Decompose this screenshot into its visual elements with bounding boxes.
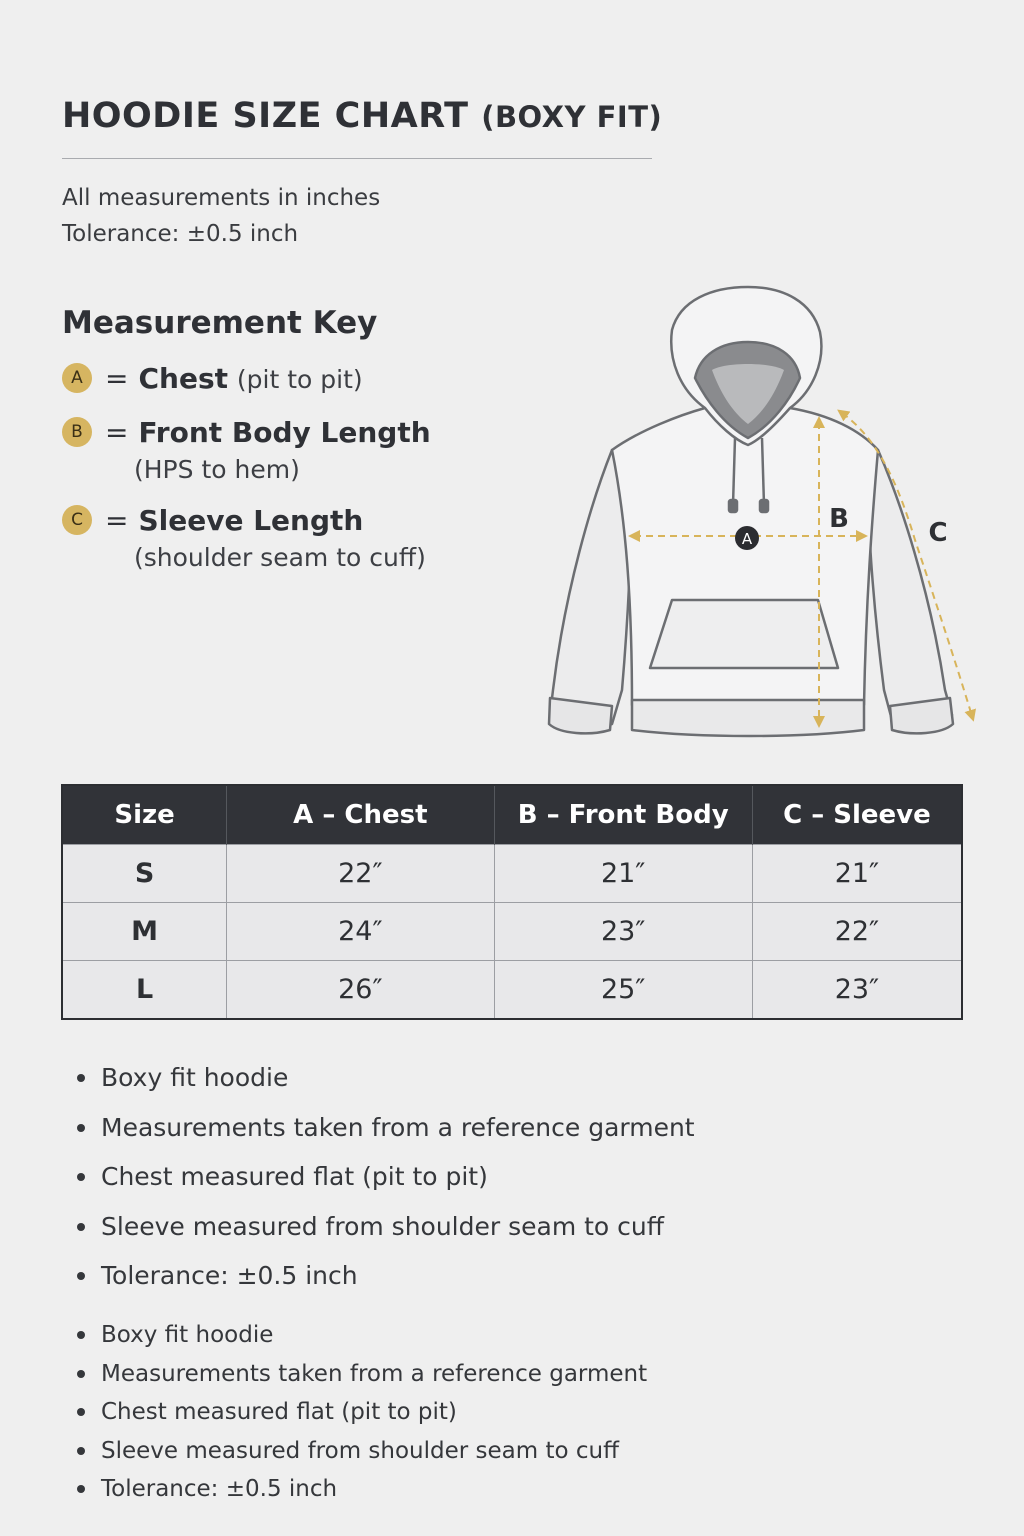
cell-chest: 24″ [227, 903, 494, 961]
measurement-notes [62, 180, 380, 252]
cell-size: M [62, 903, 227, 961]
aglet-right [760, 500, 768, 512]
hoodie-diagram [540, 280, 990, 750]
cell-chest: 26″ [227, 961, 494, 1020]
kangaroo-pocket [650, 600, 838, 668]
cell-size: L [62, 961, 227, 1020]
table-row [62, 961, 962, 1020]
list-item: Boxy fit hoodie [62, 1317, 647, 1356]
key-name-front-body: Front Body Length [138, 416, 431, 449]
title-main: HOODIE SIZE CHART [62, 96, 469, 136]
key-equals: = [105, 362, 129, 395]
chest-marker-label: A [741, 530, 753, 548]
header-row [62, 785, 962, 845]
list-item: Chest measured flat (pit to pit) [62, 1394, 647, 1433]
cell-sleeve: 23″ [752, 961, 962, 1020]
body-length-label: B [829, 504, 849, 534]
measurement-key-title: Measurement Key [62, 305, 378, 341]
list-item: Sleeve measured from shoulder seam to cuff [62, 1207, 695, 1257]
key-text-chest [105, 360, 363, 399]
cell-sleeve: 22″ [752, 903, 962, 961]
key-desc-front-body: (HPS to hem) [134, 455, 300, 484]
size-table-body [62, 845, 962, 1020]
key-equals: = [105, 504, 129, 537]
list-item: Tolerance: ±0.5 inch [62, 1256, 695, 1306]
tolerance-note: Tolerance: ±0.5 inch [62, 221, 299, 247]
table-row [62, 903, 962, 961]
key-name-chest: Chest [138, 362, 228, 395]
list-item: Measurements taken from a reference garment [62, 1356, 647, 1395]
cell-chest: 22″ [227, 845, 494, 903]
key-text-front-body [105, 414, 431, 488]
key-item-front-body [62, 414, 431, 488]
key-desc-chest: (pit to pit) [236, 365, 363, 394]
cell-front-body: 25″ [494, 961, 752, 1020]
key-name-sleeve: Sleeve Length [138, 504, 364, 537]
notes-list-small [62, 1317, 647, 1510]
key-equals: = [105, 416, 129, 449]
units-note: All measurements in inches [62, 185, 381, 211]
notes-list-large [62, 1058, 695, 1306]
cell-front-body: 21″ [494, 845, 752, 903]
title-suffix: (BOXY FIT) [481, 100, 663, 134]
page-title [62, 96, 662, 136]
key-desc-sleeve: (shoulder seam to cuff) [134, 543, 426, 572]
key-text-sleeve [105, 502, 426, 576]
key-badge-c: C [62, 505, 92, 535]
cell-front-body: 23″ [494, 903, 752, 961]
key-badge-b: B [62, 417, 92, 447]
list-item: Sleeve measured from shoulder seam to cuff [62, 1433, 647, 1472]
hem-band [632, 700, 864, 736]
list-item: Chest measured flat (pit to pit) [62, 1157, 695, 1207]
size-table [61, 784, 963, 1020]
header-front-body: B – Front Body [494, 785, 752, 845]
title-divider [62, 158, 652, 159]
cell-sleeve: 21″ [752, 845, 962, 903]
list-item: Measurements taken from a reference garment [62, 1108, 695, 1158]
hoodie-illustration [549, 287, 953, 736]
key-badge-a: A [62, 363, 92, 393]
header-chest: A – Chest [227, 785, 494, 845]
sleeve-length-label: C [928, 518, 948, 548]
list-item: Boxy fit hoodie [62, 1058, 695, 1108]
aglet-left [729, 500, 737, 512]
table-row [62, 845, 962, 903]
header-sleeve: C – Sleeve [752, 785, 962, 845]
header-size: Size [62, 785, 227, 845]
key-item-sleeve [62, 502, 426, 576]
list-item: Tolerance: ±0.5 inch [62, 1471, 647, 1510]
cell-size: S [62, 845, 227, 903]
right-sleeve [868, 450, 952, 727]
key-item-chest [62, 360, 363, 399]
size-table-header [62, 785, 962, 845]
